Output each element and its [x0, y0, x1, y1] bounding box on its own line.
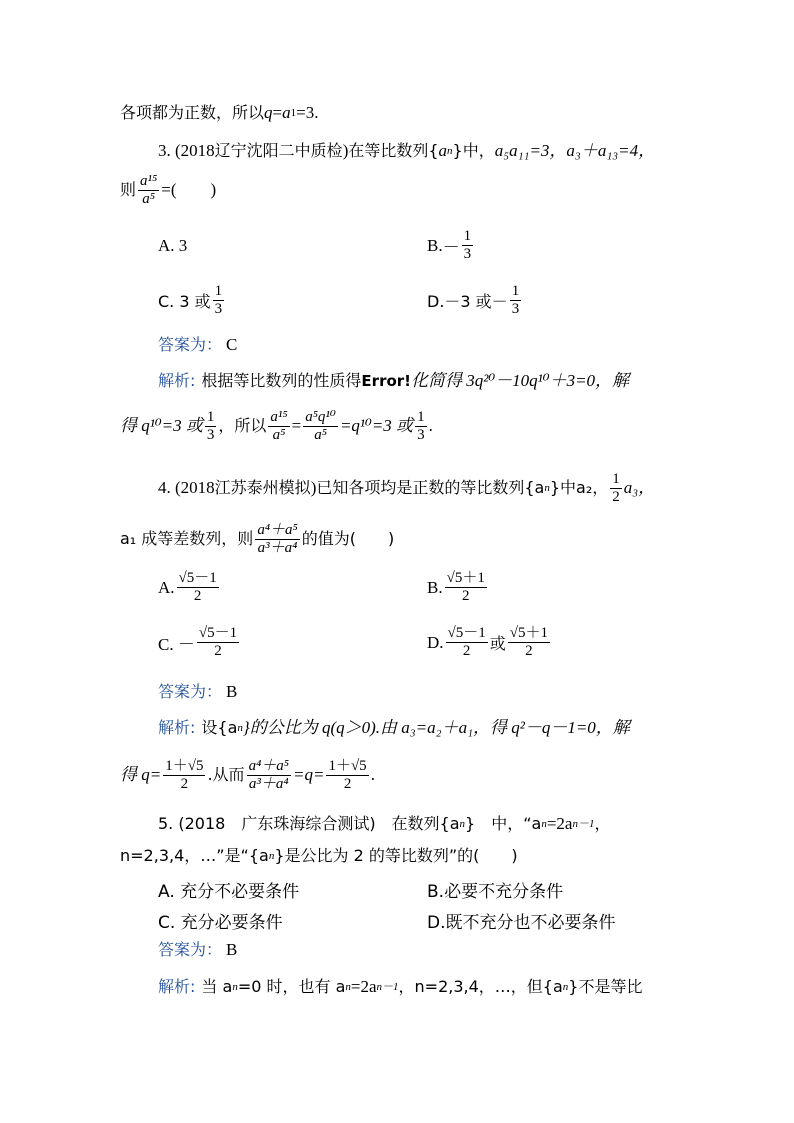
question-number: 4. (2018	[158, 478, 215, 497]
analysis-4-line-2	[120, 753, 375, 797]
answer-value: B	[226, 682, 238, 701]
text: .从而	[207, 765, 245, 784]
question-5-stem-2	[120, 846, 518, 866]
numerator: √5－1	[198, 625, 238, 641]
question-source: 辽宁沈阳二中质检	[214, 141, 343, 160]
text: 已知各项均是正数的等比数列{a	[316, 478, 545, 497]
answer-value: B	[226, 940, 238, 959]
text: a₁ 成等差数列，则	[120, 529, 254, 548]
subscript: n	[447, 145, 453, 157]
text: ，所以	[218, 416, 267, 435]
numerator: a⁴＋a⁵	[257, 521, 298, 538]
subscript: n	[345, 981, 351, 993]
text: 根据等比数列的性质得	[201, 371, 362, 390]
analysis-3-line-1	[158, 371, 629, 391]
fraction	[213, 283, 225, 318]
fraction	[508, 625, 550, 660]
analysis-4-line-1	[158, 718, 630, 738]
numerator: a¹⁵	[140, 172, 158, 189]
option-label: D.－3 或－	[427, 292, 508, 311]
var-a: a	[438, 141, 448, 160]
subscript: n	[544, 482, 550, 494]
numerator: 1	[612, 470, 620, 487]
option-d	[427, 625, 552, 660]
denominator: 2	[343, 775, 352, 792]
fraction	[510, 283, 522, 318]
numerator: 1	[417, 408, 425, 425]
numerator: √5＋1	[446, 570, 485, 586]
text: =	[291, 416, 302, 435]
question-3-stem	[158, 141, 655, 161]
option-d	[427, 283, 523, 318]
text: )	[310, 478, 317, 497]
continuation-line: 各项都为正数，所以 q = a 1 =3.	[120, 103, 319, 122]
question-source: 江苏泰州模拟	[214, 478, 311, 497]
text: －	[442, 238, 460, 257]
error-marker: Error!	[361, 372, 412, 390]
answer-label: 答案为：	[158, 682, 223, 701]
text: .	[370, 765, 375, 784]
option-c	[158, 283, 226, 318]
subscript: n	[268, 850, 275, 862]
analysis-5-line-1	[158, 977, 642, 997]
option-b	[427, 570, 489, 605]
denominator: 2	[193, 588, 202, 604]
option-b	[427, 228, 475, 263]
text: =( )	[161, 180, 217, 199]
fraction	[415, 409, 427, 444]
numerator: 1＋√5	[328, 757, 367, 774]
text: 设{a	[201, 718, 238, 737]
option-text: B.必要不充分条件	[427, 882, 564, 902]
subscript: n	[562, 981, 569, 993]
denominator: a⁵	[314, 426, 327, 443]
fraction	[163, 758, 205, 793]
denominator: 2	[461, 588, 470, 604]
answer-label: 答案为：	[158, 335, 223, 354]
question-4-stem-2	[120, 518, 394, 560]
fraction	[303, 409, 338, 444]
text: }中a₂，	[549, 478, 609, 497]
text: .	[428, 416, 433, 435]
subscript: n	[232, 981, 238, 993]
fraction	[445, 570, 487, 605]
question-number: 3. (2018	[158, 141, 215, 160]
option-text: D.既不充分也不必要条件	[427, 913, 616, 933]
option-text: A. 充分不必要条件	[158, 882, 300, 902]
answer-label: 答案为：	[158, 940, 223, 959]
option-label: C. －	[158, 635, 195, 654]
text: 化简得 3q²⁰－10q¹⁰＋3=0，解	[411, 371, 630, 390]
option-text: C. 充分必要条件	[158, 913, 283, 933]
numerator: √5－1	[178, 570, 217, 586]
text: }是公比为 2 的等比数列”的( )	[274, 846, 518, 865]
option-b	[427, 877, 563, 902]
option-label: B.	[427, 235, 443, 255]
text: =2a	[350, 977, 377, 996]
subscript: n	[237, 722, 243, 734]
subscript: n－1	[572, 818, 595, 830]
text: =2a	[546, 814, 573, 833]
condition: a₅a₁₁=3，a₃＋a₁₃=4，	[494, 141, 656, 160]
text: =q=	[293, 765, 325, 784]
text: 则	[120, 180, 137, 199]
fraction	[205, 409, 217, 444]
numerator: √5－1	[447, 625, 486, 641]
text: }的公比为 q(q＞0).由 a₃=a₂＋a₁，得 q²－q－1=0，解	[242, 718, 630, 737]
fraction	[138, 173, 159, 208]
text: n=2,3,4，…”是“{a	[120, 846, 269, 865]
fraction	[197, 625, 239, 660]
option-text: A. 3	[158, 236, 188, 255]
numerator: a⁴＋a⁵	[248, 757, 289, 774]
numerator: 1＋√5	[165, 757, 204, 774]
fraction	[247, 758, 291, 793]
text: 各项都为正数，所以	[120, 103, 265, 122]
fraction	[446, 625, 488, 660]
numerator: a⁵q¹⁰	[305, 408, 336, 425]
denominator: 3	[206, 426, 215, 443]
denominator: a⁵	[142, 190, 155, 207]
text: a₃，	[623, 478, 656, 497]
option-label: C. 3 或	[158, 292, 211, 311]
answer-3	[158, 335, 237, 355]
analysis-label: 解析:	[158, 977, 196, 996]
option-c	[158, 625, 241, 660]
text: }中，	[452, 141, 495, 160]
denominator: 2	[214, 643, 222, 659]
fraction	[177, 570, 219, 605]
option-label: A.	[158, 577, 175, 597]
text: } 中，“a	[465, 814, 542, 833]
answer-4	[158, 682, 237, 702]
option-a	[158, 236, 187, 256]
subscript: n	[541, 818, 547, 830]
denominator: 2	[180, 775, 189, 792]
denominator: 3	[511, 301, 520, 317]
question-3-stem-2	[120, 172, 216, 208]
option-d	[427, 908, 616, 933]
text: =3.	[296, 103, 319, 122]
text: 的值为( )	[301, 529, 395, 548]
numerator: 1	[206, 408, 215, 425]
numerator: √5＋1	[509, 625, 549, 641]
analysis-label: 解析:	[158, 718, 196, 737]
denominator: 2	[612, 488, 620, 505]
numerator: 1	[511, 283, 520, 299]
fraction	[326, 758, 368, 793]
text: =	[272, 103, 283, 122]
text: ，n=2,3,4，…，但{a	[398, 977, 563, 996]
subscript: n－1	[376, 981, 399, 993]
text: 在等比数列{	[348, 141, 439, 160]
option-label: D.	[427, 632, 444, 652]
subscript: n	[459, 818, 466, 830]
denominator: a³＋a⁴	[257, 539, 298, 556]
answer-value: C	[226, 335, 238, 354]
fraction	[610, 471, 622, 506]
denominator: 2	[462, 643, 471, 659]
text: =q¹⁰=3 或	[339, 416, 414, 435]
denominator: 2	[525, 643, 533, 659]
option-label: B.	[427, 577, 443, 597]
answer-5	[158, 940, 237, 960]
fraction	[462, 228, 474, 263]
numerator: 1	[214, 283, 223, 299]
text: 得 q¹⁰=3 或	[120, 416, 203, 435]
question-5-stem	[158, 814, 610, 834]
denominator: a³＋a⁴	[248, 775, 289, 792]
var-q: q	[264, 103, 273, 122]
denominator: 3	[463, 246, 472, 262]
denominator: a⁵	[272, 426, 286, 443]
text: 或	[489, 634, 506, 653]
option-a	[158, 570, 221, 605]
text: =0 时，也有 a	[237, 977, 346, 996]
text: )	[342, 141, 349, 160]
text: 当 a	[201, 977, 233, 996]
denominator: 3	[214, 301, 223, 317]
var-a: a	[282, 103, 291, 122]
option-c	[158, 908, 283, 933]
text: 得 q=	[120, 765, 162, 784]
text: 5. (2018 广东珠海综合测试) 在数列{a	[158, 814, 460, 833]
analysis-label: 解析:	[158, 371, 196, 390]
numerator: a¹⁵	[270, 408, 288, 425]
fraction	[255, 522, 299, 557]
question-4-stem	[158, 466, 655, 510]
text: ，	[594, 814, 611, 833]
denominator: 3	[417, 426, 425, 443]
numerator: 1	[463, 228, 472, 244]
analysis-3-line-2	[120, 404, 433, 448]
option-a	[158, 877, 299, 902]
text: }不是等比	[568, 977, 643, 996]
fraction	[268, 409, 289, 444]
